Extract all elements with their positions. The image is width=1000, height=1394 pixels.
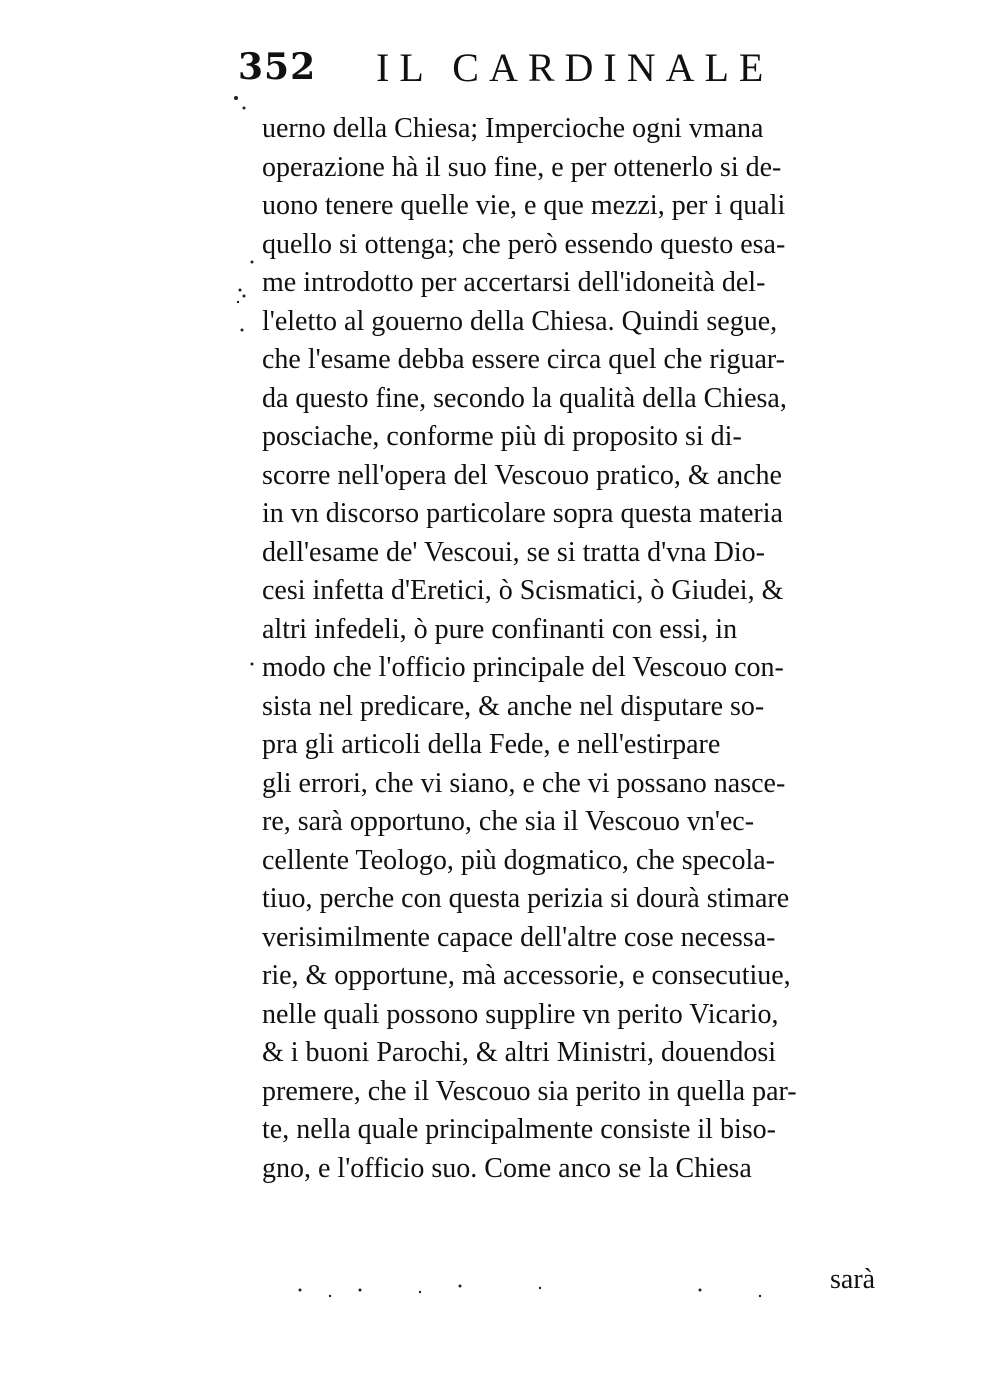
text-line: uono tenere quelle vie, e que mezzi, per i quali [262,190,786,221]
text-line: dell'esame de' Vescoui, se si tratta d'vna Dio- [262,536,765,568]
body-text [262,110,942,1188]
text-line: da questo fine, secondo la qualità della Chiesa, [262,382,787,414]
page-header [238,40,878,104]
text-line: uerno della Chiesa; Imperciochе ogni vmana [262,113,764,144]
text-line: verisimilmente capace dell'altre cose necessa- [262,921,776,953]
text-line: re, sarà opportuno, che sia il Vescouo vn'ec- [262,806,755,837]
text-line: gli errori, che vi siano, e che vi possano nasce- [262,767,786,799]
page-number: 352 [238,46,317,88]
text-line: in vn discorso particolare sopra questa materia [262,498,783,529]
catchword: sarà [830,1264,876,1295]
text-line: scorre nell'opera del Vescouo pratico, & anche [262,459,782,491]
running-title: IL CARDINALE [376,45,774,90]
text-line: operazione hà il suo fine, e per ottenerlo si de- [262,151,782,183]
text-line: che l'esame debba essere circa quel che riguar- [262,344,785,375]
text-line: altri infedeli, ò pure confinanti con essi, in [262,613,738,645]
text-line: tiuo, perche con questa perizia si dourà stimare [262,883,790,914]
text-line: te, nella quale principalmente consiste il biso- [262,1114,776,1145]
text-line: sista nel predicare, & anche nel disputare so- [262,690,765,722]
text-line: quello si ottenga; che però essendo questo esa- [262,228,786,260]
text-line: premere, che il Vescouo sia perito in quella par- [262,1075,797,1107]
text-line: nelle quali possono supplire vn perito Vicario, [262,998,779,1030]
text-line: me introdotto per accertarsi dell'idoneità del- [262,267,766,298]
text-line: rie, & opportune, mà accessorie, e consecutiue, [262,960,791,991]
text-line: modo che l'officio principale del Vescouo con- [262,652,784,683]
text-line: cellente Teologo, più dogmatico, che specola- [262,844,776,876]
text-line: & i buoni Parochi, & altri Ministri, douendosi [262,1037,777,1068]
text-line: pra gli articoli della Fede, e nell'estirpare [262,729,721,760]
text-line: l'eletto al gouerno della Chiesa. Quindi segue, [262,305,778,337]
text-line: posciache, conforme più di proposito si di- [262,421,742,452]
text-line: cesi infetta d'Eretici, ò Scismatici, ò Giudei, & [262,575,784,606]
text-line: gno, e l'officio suo. Come anco se la Chiesa [262,1152,752,1184]
